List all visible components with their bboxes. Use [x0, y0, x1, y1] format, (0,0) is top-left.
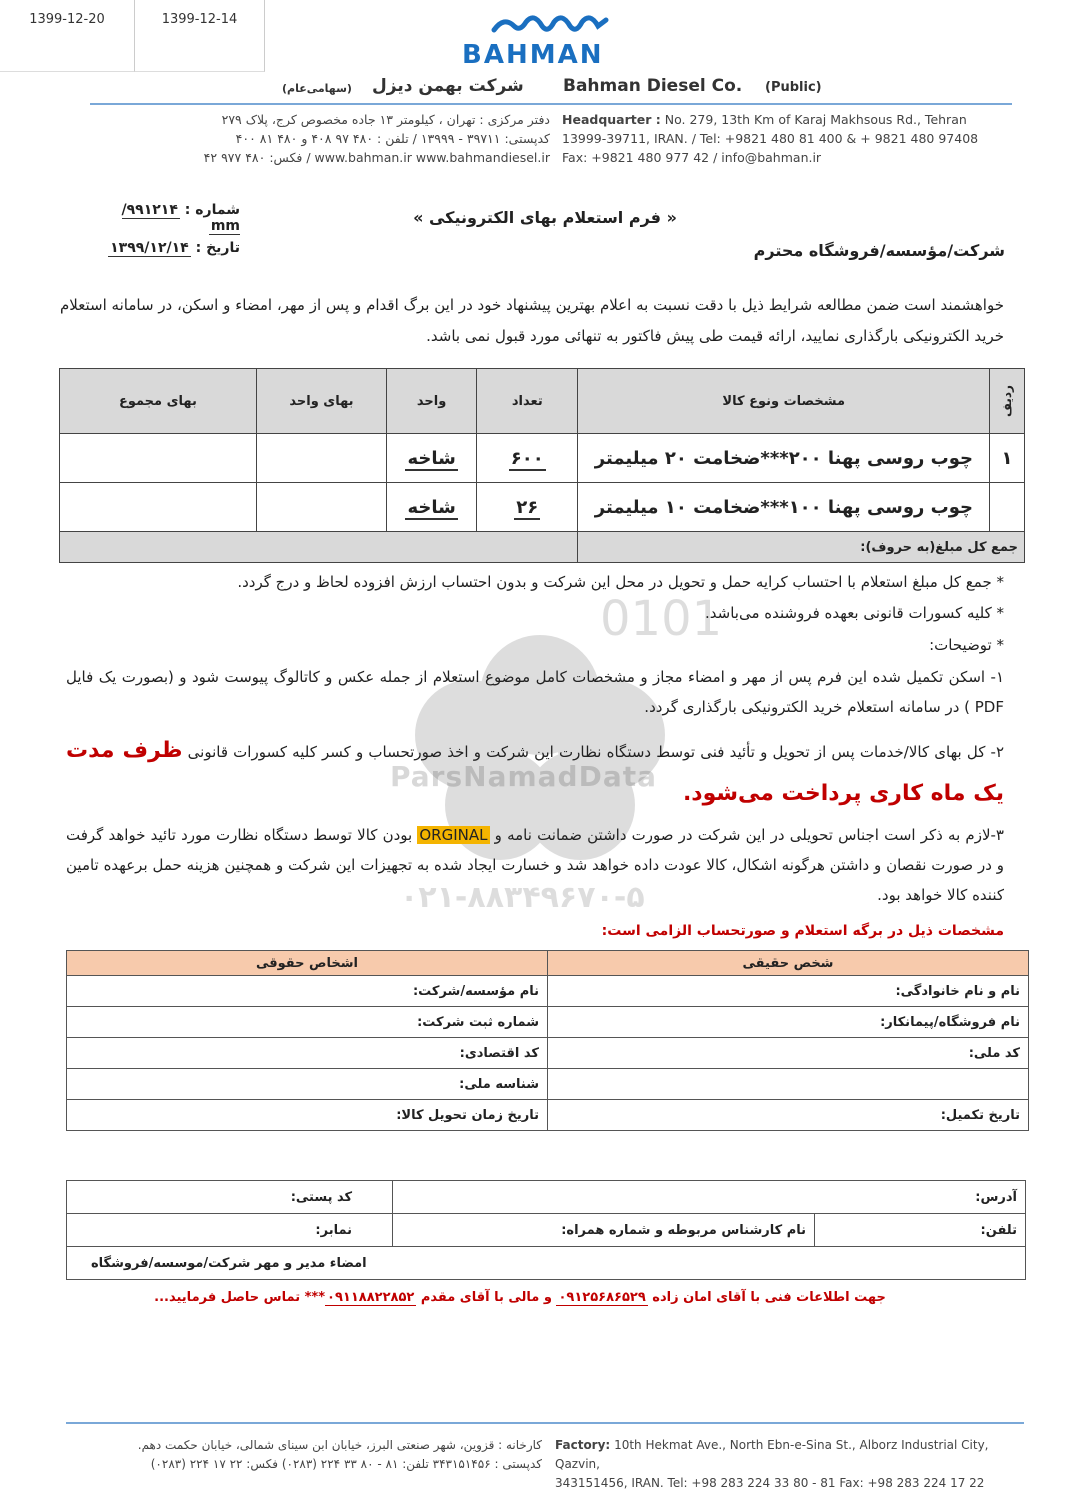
date-box-left: [0, 0, 135, 72]
contact-note: [150, 1290, 890, 1305]
brand-en-public: (Public): [765, 80, 822, 95]
form-date: [100, 240, 240, 256]
hq-line1: No. 279, 13th Km of Karaj Makhsous Rd., Tehran: [664, 112, 967, 127]
header-total: بهای مجموع: [60, 369, 257, 434]
brand-en-name: Bahman Diesel Co.: [563, 76, 743, 96]
item-desc: چوب روسی پهنا ۱۰۰***ضخامت ۱۰ میلیمتر: [578, 483, 990, 532]
field-registration-number[interactable]: شماره ثبت شرکت:: [67, 1007, 548, 1038]
field-postal-code[interactable]: کد پستی:: [67, 1181, 393, 1214]
field-delivery-date[interactable]: تاریخ زمان تحویل کالا:: [67, 1100, 548, 1131]
phone-technical: ۰۹۱۲۵۶۸۶۵۲۹: [558, 1290, 646, 1305]
header-legal-person: اشخاص حقوقی: [67, 951, 548, 976]
paragraph-3-text-a: ۳-لازم به ذکر است اجناس تحویلی در این شرکت در صورت داشتن ضمانت نامه و: [489, 826, 1004, 844]
table-row: [60, 434, 1025, 483]
phone-financial: ۰۹۱۱۸۸۲۲۸۵۲: [327, 1290, 415, 1305]
hq-line3: Fax: +9821 480 977 42 / info@bahman.ir: [562, 150, 822, 165]
contact-table: [66, 1180, 1026, 1280]
item-qty: ۲۶: [477, 483, 578, 532]
field-fullname[interactable]: نام و نام خانوادگی:: [548, 976, 1029, 1007]
form-title: « فرم استعلام بهای الکترونیکی »: [413, 208, 677, 227]
field-company-name[interactable]: نام مؤسسه/شرکت:: [67, 976, 548, 1007]
sign-label: امضاء مدیر و مهر شرکت/موسسه/فروشگاه: [91, 1255, 367, 1271]
form-number-label: شماره :: [184, 202, 240, 218]
row-number: ۱: [990, 434, 1025, 483]
factory-fa-line1: کارخانه : قزوین، شهر صنعتی البرز، خیابان ابن سینای شمالی، خیابان حکمت دهم.: [137, 1438, 542, 1452]
form-date-value: ۱۳۹۹/۱۲/۱۴: [110, 240, 189, 256]
paragraph-1: ۱- اسکن تکمیل شده این فرم پس از مهر و امضاء مجاز و مشخصات کامل موضوع استعلام از جمله عکس و کاتالوگ پیوست شود و (بصورت یک فایل PDF ) در سامانه استعلام خرید الکترونیکی بارگذاری گردد.: [66, 668, 1004, 716]
field-shop-name[interactable]: نام فروشگاه/پیمانکار:: [548, 1007, 1029, 1038]
factory-line2: 343151456, IRAN. Tel: +98 283 224 33 80 - 81 Fax: +98 283 224 17 22: [555, 1476, 985, 1490]
factory-address-en: [555, 1436, 1025, 1493]
hq-address-fa: [100, 110, 550, 167]
addressee: شرکت/مؤسسه/فروشگاه محترم: [753, 241, 1005, 260]
header-unit-price: بهای واحد: [256, 369, 386, 434]
item-unit: شاخه: [387, 434, 477, 483]
contact-note-b: و مالی با آقای مقدم: [416, 1290, 557, 1305]
item-total[interactable]: [60, 434, 257, 483]
bahman-logo-icon: [490, 14, 610, 36]
watermark-phone: ۰۲۱-۸۸۳۴۹۶۷۰-۵: [400, 880, 645, 915]
item-qty: ۶۰۰: [477, 434, 578, 483]
original-highlight: ORGINAL: [419, 826, 488, 844]
brand-fa-name: شرکت بهمن دیزل: [372, 76, 524, 96]
paragraph-3-text-b: بودن کالا توسط دستگاه نظارت مورد تائید خواهد گرفت و در صورت نقصان و داشتن هرگونه اشکال، کالا عودت داده خواهد شد و خسارت ایجاد شده به تجهیزات این شرکت و همچنین هزینه حمل برعهده تامین کننده کالا خواهد بود.: [66, 826, 1004, 904]
field-expert[interactable]: نام کارشناس مربوطه و شماره همراه:: [393, 1214, 815, 1247]
paragraph-2-red: ظرف مدت یک ماه کاری پرداخت می‌شود.: [66, 738, 1004, 806]
note-3: * توضیحات:: [929, 636, 1004, 654]
date-box-right: [135, 0, 265, 72]
hq-fa-line3: www.bahman.ir www.bahmandiesel.ir / فکس: ۴۸۰ ۹۷۷ ۴۲: [203, 150, 550, 165]
hq-label: Headquarter :: [562, 112, 661, 127]
logo-wordmark: BAHMAN: [462, 40, 604, 70]
factory-line1: 10th Hekmat Ave., North Ebn-e-Sina St., Alborz Industrial City, Qazvin,: [555, 1438, 989, 1471]
form-date-label: تاریخ :: [195, 240, 240, 256]
factory-label: Factory:: [555, 1438, 611, 1452]
field-address[interactable]: آدرس:: [393, 1181, 1026, 1214]
items-table: [59, 368, 1025, 563]
watermark-text: ParsNamadData: [390, 760, 657, 793]
field-national-id[interactable]: شناسه ملی:: [67, 1069, 548, 1100]
hq-fa-line1: دفتر مرکزی : تهران ، کیلومتر ۱۳ جاده مخصوص کرج، پلاک ۲۷۹: [221, 112, 550, 127]
svg-text:0101: 0101: [600, 591, 723, 647]
form-number-value: ۹۹۱۲۱۴/ mm: [121, 202, 240, 234]
required-heading: مشخصات ذیل در برگه استعلام و صورتحساب الزامی است:: [601, 923, 1004, 939]
header-desc: مشخصات ونوع کالا: [578, 369, 990, 434]
intro-paragraph: خواهشمند است ضمن مطالعه شرایط ذیل با دقت نسبت به اعلام بهترین پیشنهاد خود در این برگ اقدام و پس از مهر، امضاء و اسکن، در سامانه استعلام خرید الکترونیکی بارگذاری نمایید، ارائه قیمت طی پیش فاکتور به تنهائی مورد قبول نمی باشد.: [60, 296, 1004, 345]
brand-fa-public: (سهامی‌عام): [282, 82, 352, 95]
field-national-code[interactable]: کد ملی:: [548, 1038, 1029, 1069]
field-tel[interactable]: تلفن:: [815, 1214, 1026, 1247]
sign-area[interactable]: [67, 1247, 1026, 1280]
item-unit-price[interactable]: [256, 434, 386, 483]
hq-fa-line2: کدپستی: ۳۹۷۱۱ - ۱۳۹۹۹ / تلفن : ۴۸۰ ۹۷ ۴۰۸ و ۴۸۰ ۸۱ ۴۰۰: [235, 131, 550, 146]
header-unit: واحد: [387, 369, 477, 434]
table-row: [60, 483, 1025, 532]
hq-address-en: [562, 110, 1022, 167]
header-row-number: ردیف: [990, 369, 1025, 434]
info-table: [66, 950, 1029, 1131]
field-economic-code[interactable]: کد اقتصادی:: [67, 1038, 548, 1069]
item-total[interactable]: [60, 483, 257, 532]
contact-note-c: *** تماس حاصل فرمایید...: [154, 1290, 326, 1305]
date-left: 1399-12-20: [29, 12, 105, 27]
date-right: 1399-12-14: [161, 12, 238, 27]
note-2: * کلیه کسورات قانونی بعهده فروشنده می‌باشد.: [705, 604, 1004, 622]
paragraph-2-text: ۲- کل بهای کالا/خدمات پس از تحویل و تأئید فنی توسط دستگاه نظارت این شرکت و اخذ صورتحساب و کسر کلیه کسورات قانونی: [182, 743, 1004, 761]
header-qty: تعداد: [477, 369, 578, 434]
note-1: * جمع کل مبلغ استعلام با احتساب کرایه حمل و تحویل در محل این شرکت و بدون احتساب ارزش افزوده لحاظ و درج گردد.: [237, 573, 1004, 591]
header-divider: [90, 103, 1012, 105]
sum-row: [60, 532, 1025, 563]
sum-value[interactable]: [60, 532, 578, 563]
footer-divider: [66, 1422, 1024, 1424]
field-empty: [548, 1069, 1029, 1100]
form-number: [100, 202, 240, 234]
header-real-person: شخص حقیقی: [548, 951, 1029, 976]
contact-note-a: جهت اطلاعات فنی با آقای امان زاده: [647, 1290, 886, 1305]
hq-line2: 13999-39711, IRAN. / Tel: +9821 480 81 400 & + 9821 480 97408: [562, 131, 979, 146]
factory-fa-line2: کدپستی : ۳۴۳۱۵۱۴۵۶ تلفن: ۸۱ - ۸۰ ۳۳ ۲۲۴ (۰۲۸۳) فکس: ۲۲ ۱۷ ۲۲۴ (۰۲۸۳): [150, 1457, 542, 1471]
sum-label: جمع کل مبلغ(به حروف):: [578, 532, 1025, 563]
row-number: [990, 483, 1025, 532]
field-completion-date[interactable]: تاریخ تکمیل:: [548, 1100, 1029, 1131]
item-unit: شاخه: [387, 483, 477, 532]
factory-address-fa: [52, 1436, 542, 1474]
item-desc: چوب روسی پهنا ۲۰۰***ضخامت ۲۰ میلیمتر: [578, 434, 990, 483]
field-fax[interactable]: نمابر:: [67, 1214, 393, 1247]
item-unit-price[interactable]: [256, 483, 386, 532]
